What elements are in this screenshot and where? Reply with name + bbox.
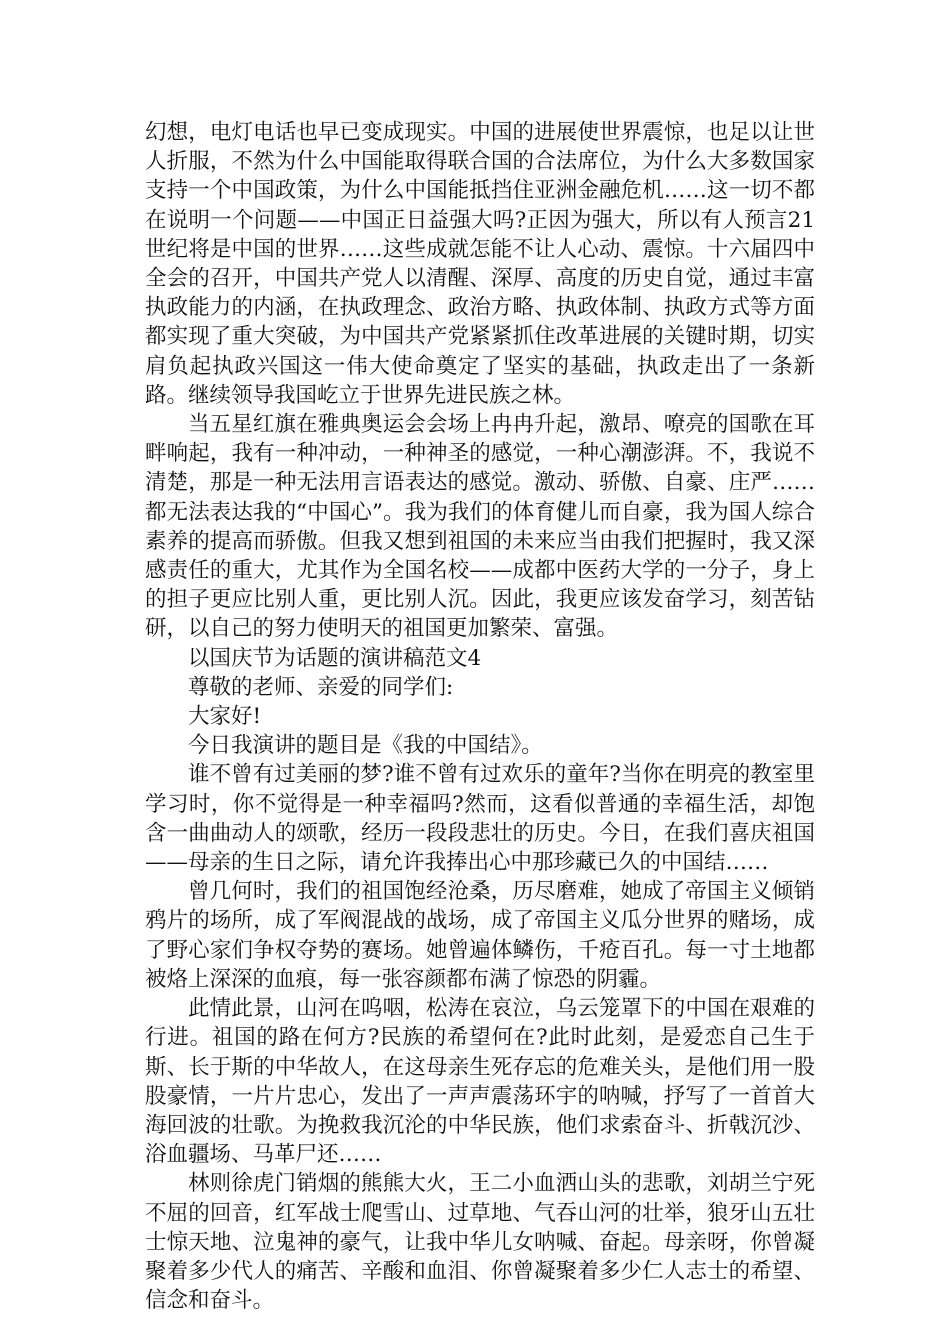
document-page: [145, 118, 815, 1315]
paragraph-dream: 谁不曾有过美丽的梦?谁不曾有过欢乐的童年?当你在明亮的教室里学习时，你不觉得是一种幸福吗?然而，这看似普通的幸福生活，却饱含一曲曲动人的颂歌，经历一段段悲壮的历史。今日，在我们喜庆祖国——母亲的生日之际，请允许我捧出心中那珍藏已久的中国结……: [145, 762, 815, 876]
section-heading: 以国庆节为话题的演讲稿范文4: [188, 645, 482, 671]
paragraph-heroes: 林则徐虎门销烟的熊熊大火，王二小血洒山头的悲歌，刘胡兰宁死不屈的回音，红军战士爬雪山、过草地、气吞山河的壮举，狼牙山五壮士惊天地、泣鬼神的豪气，让我中华儿女呐喊、奋起。母亲呀，你曾凝聚着多少代人的痛苦、辛酸和血泪、你曾凝聚着多少仁人志士的希望、信念和奋斗。: [145, 1171, 815, 1314]
paragraph-struggle: 此情此景，山河在呜咽，松涛在哀泣，乌云笼罩下的中国在艰难的行进。祖国的路在何方?民族的希望何在?此时此刻，是爱恋自己生于斯、长于斯的中华故人，在这母亲生死存忘的危难关头，是他们用一股股豪情，一片片忠心，发出了一声声震荡环宇的呐喊，抒写了一首首大海回波的壮歌。为挽救我沉沦的中华民族，他们求索奋斗、折戟沉沙、浴血疆场、马革尸还……: [145, 996, 815, 1168]
greeting: 大家好!: [188, 704, 262, 730]
speech-title-line: 今日我演讲的题目是《我的中国结》。: [188, 733, 543, 759]
paragraph-olympics: 当五星红旗在雅典奥运会会场上冉冉升起，激昂、嘹亮的国歌在耳畔响起，我有一种冲动，一种神圣的感觉，一种心潮澎湃。不，我说不清楚，那是一种无法用言语表达的感觉。激动、骄傲、自豪、庄严……都无法表达我的“中国心”。我为我们的体育健儿而自豪，我为国人综合素养的提高而骄傲。但我又想到祖国的未来应当由我们把握时，我又深感责任的重大，尤其作为全国名校——成都中医药大学的一分子，身上的担子更应比别人重，更比别人沉。因此，我更应该发奋学习，刻苦钻研，以自己的努力使明天的祖国更加繁荣、富强。: [145, 412, 815, 642]
salutation: 尊敬的老师、亲爱的同学们:: [188, 674, 454, 700]
paragraph-history: 曾几何时，我们的祖国饱经沧桑，历尽磨难，她成了帝国主义倾销鸦片的场所，成了军阀混战的战场，成了帝国主义瓜分世界的赌场，成了野心家们争权夺势的赛场。她曾遍体鳞伤，千疮百孔。每一寸土地都被烙上深深的血痕，每一张容颜都布满了惊恐的阴霾。: [145, 879, 815, 992]
paragraph-continuation: 幻想，电灯电话也早已变成现实。中国的进展使世界震惊，也足以让世人折服，不然为什么中国能取得联合国的合法席位，为什么大多数国家支持一个中国政策，为什么中国能抵挡住亚洲金融危机……这一切不都在说明一个问题——中国正日益强大吗?正因为强大，所以有人预言21世纪将是中国的世界……这些成就怎能不让人心动、震惊。十六届四中全会的召开，中国共产党人以清醒、深厚、高度的历史自觉，通过丰富执政能力的内涵，在执政理念、政治方略、执政体制、执政方式等方面都实现了重大突破，为中国共产党紧紧抓住改革进展的关键时期，切实肩负起执政兴国这一伟大使命奠定了坚实的基础，执政走出了一条新路。继续领导我国屹立于世界先进民族之林。: [145, 120, 815, 408]
